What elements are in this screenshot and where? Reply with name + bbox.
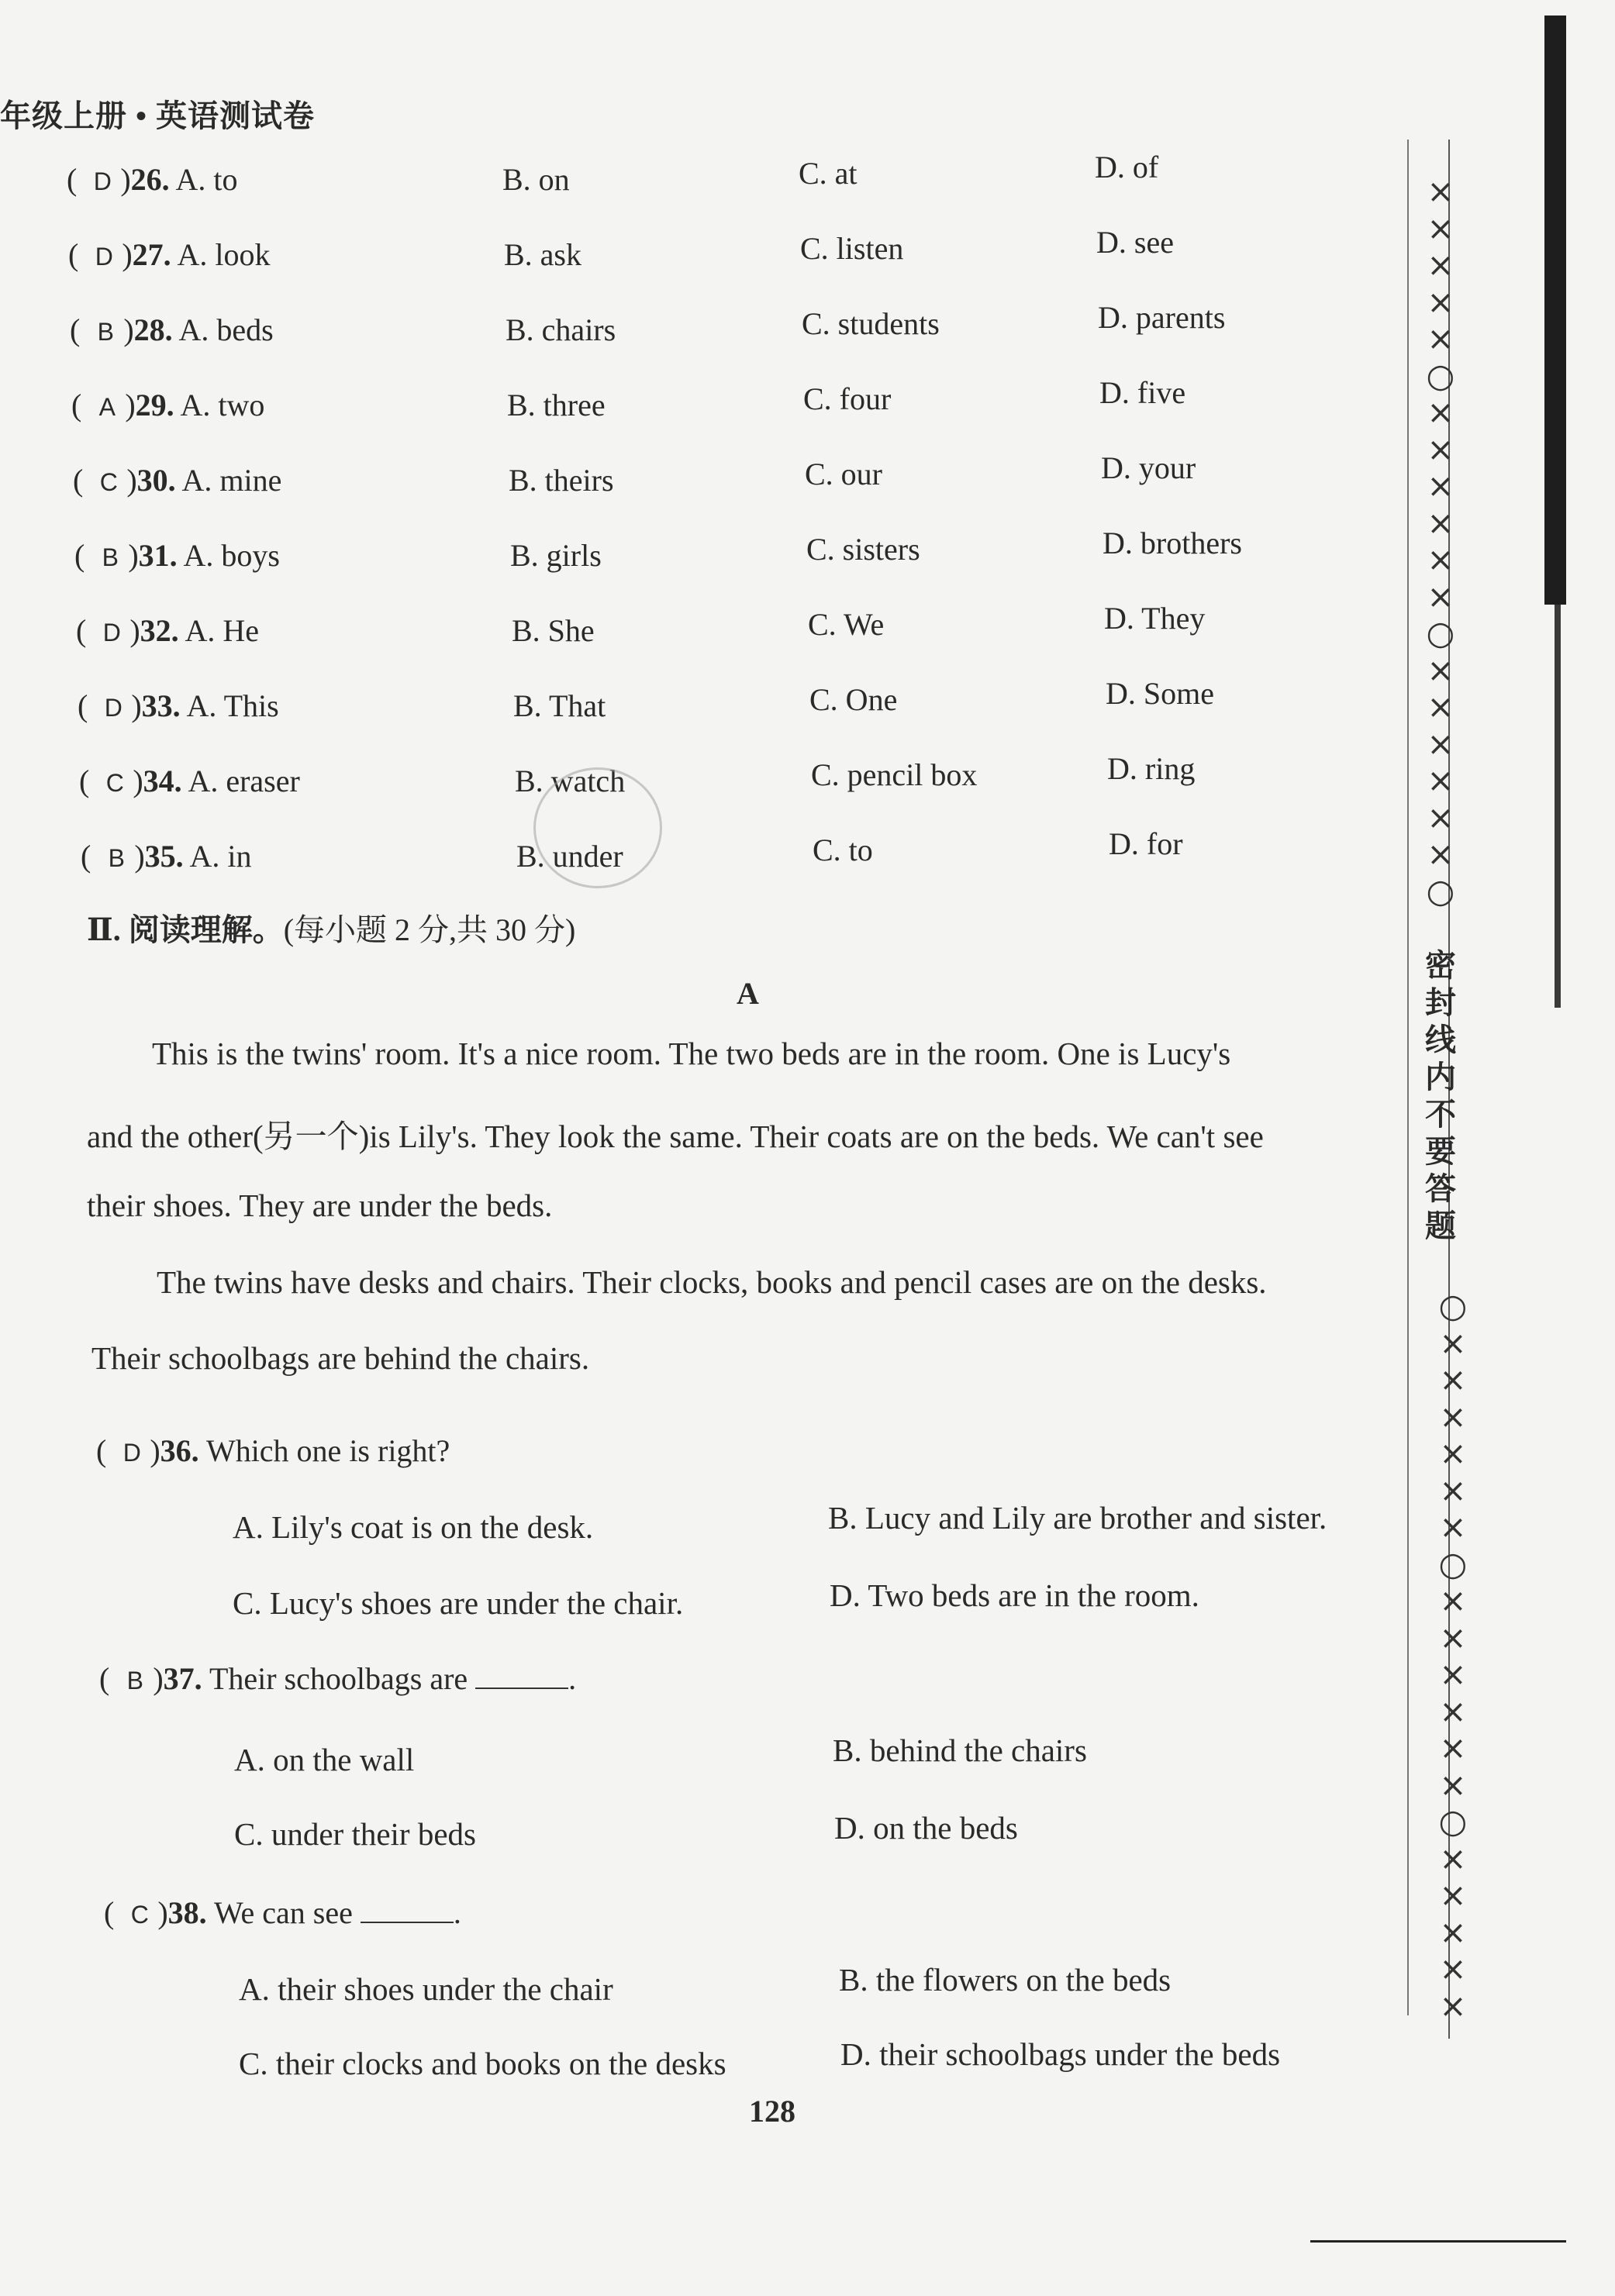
option-b: B. That bbox=[513, 688, 606, 723]
option-d: D. They bbox=[1104, 601, 1206, 636]
question-number: 26. bbox=[130, 162, 170, 197]
option-c: C. listen bbox=[800, 231, 904, 266]
option-c: C. One bbox=[809, 682, 898, 717]
option-d: D. Two beds are in the room. bbox=[830, 1577, 1199, 1613]
question-stem: Which one is right? bbox=[205, 1433, 450, 1468]
answer-key: ( D )32. A. He bbox=[76, 613, 259, 648]
option-d: D. Some bbox=[1106, 676, 1214, 711]
option-b: B. under bbox=[516, 839, 623, 874]
circle-mark: ○ bbox=[1426, 356, 1455, 395]
page-header: 年级上册 • 英语测试卷 bbox=[0, 98, 316, 133]
question-number: 27. bbox=[132, 237, 171, 272]
cross-mark: × bbox=[1439, 1581, 1467, 1619]
answer-key: ( C )34. A. eraser bbox=[79, 764, 300, 798]
option-b: B. She bbox=[512, 613, 595, 648]
question-number: 38. bbox=[167, 1895, 207, 1930]
option-b: B. ask bbox=[504, 237, 581, 272]
question-number: 36. bbox=[160, 1433, 199, 1468]
option-d: D. parents bbox=[1098, 300, 1226, 335]
cross-mark: × bbox=[1439, 1508, 1467, 1546]
option-b: B. watch bbox=[515, 764, 626, 798]
seal-notice: 密封线内不要答题 bbox=[1425, 948, 1456, 1243]
cross-mark: × bbox=[1439, 1950, 1467, 1987]
option-d: D. five bbox=[1099, 375, 1186, 410]
cross-mark: × bbox=[1427, 761, 1455, 799]
cross-mark: × bbox=[1427, 835, 1455, 873]
question-number: 32. bbox=[140, 613, 179, 648]
cross-mark: × bbox=[1439, 1655, 1467, 1693]
cross-mark: × bbox=[1439, 1397, 1467, 1436]
option-d: D. their schoolbags under the beds bbox=[840, 2036, 1281, 2072]
answer-letter: B bbox=[97, 318, 114, 346]
passage-line: The twins have desks and chairs. Their clocks, books and pencil cases are on the desks. bbox=[157, 1264, 1267, 1300]
answer-letter: C bbox=[105, 769, 124, 797]
option-b: B. behind the chairs bbox=[833, 1732, 1087, 1768]
question-number: 30. bbox=[136, 463, 176, 498]
cross-mark: × bbox=[1427, 282, 1455, 321]
cross-mark: × bbox=[1427, 503, 1455, 542]
option-c: C. at bbox=[799, 156, 858, 191]
passage-line: This is the twins' room. It's a nice room. The two beds are in the room. One is Lucy's bbox=[152, 1036, 1231, 1071]
answer-blank bbox=[475, 1664, 568, 1689]
cross-mark: × bbox=[1439, 1323, 1467, 1362]
option-b: B. chairs bbox=[506, 312, 616, 347]
cross-mark: × bbox=[1427, 393, 1455, 431]
binding-edge-lower bbox=[1555, 605, 1561, 1008]
answer-key: ( D )26. A. to bbox=[67, 162, 238, 197]
option-d: D. your bbox=[1101, 450, 1196, 485]
cloze-row bbox=[0, 225, 1396, 283]
question-number: 33. bbox=[141, 688, 181, 723]
answer-key: ( D )33. A. This bbox=[78, 688, 279, 723]
option-d: D. brothers bbox=[1103, 526, 1242, 560]
passage-label: A bbox=[737, 976, 759, 1011]
cross-mark: × bbox=[1427, 429, 1455, 468]
option-a: A. Lily's coat is on the desk. bbox=[233, 1509, 594, 1545]
option-c: C. four bbox=[803, 381, 892, 416]
option-a: A. to bbox=[175, 162, 238, 197]
cloze-row bbox=[0, 150, 1396, 208]
answer-letter: A bbox=[98, 393, 116, 421]
answer-key: ( A )29. A. two bbox=[71, 388, 265, 422]
answer-key: ( B )35. A. in bbox=[81, 839, 252, 874]
option-a: A. look bbox=[177, 237, 271, 272]
question-36: ( D )36. Which one is right? bbox=[96, 1433, 450, 1468]
section-points: (每小题 2 分,共 30 分) bbox=[283, 912, 576, 947]
circle-mark: ○ bbox=[1438, 1802, 1468, 1840]
answer-letter: C bbox=[130, 1901, 149, 1929]
cloze-row bbox=[0, 300, 1396, 358]
circle-mark: ○ bbox=[1426, 871, 1455, 910]
passage-line: their shoes. They are under the beds. bbox=[87, 1188, 553, 1223]
cross-mark: × bbox=[1439, 1729, 1467, 1767]
cross-mark: × bbox=[1427, 650, 1455, 689]
seal-line-left bbox=[1407, 140, 1409, 2015]
option-a: A. two bbox=[180, 388, 265, 422]
option-a: A. eraser bbox=[188, 764, 300, 798]
cloze-row bbox=[0, 375, 1396, 433]
bottom-rule bbox=[1310, 2240, 1566, 2243]
cross-mark: × bbox=[1427, 172, 1455, 210]
answer-letter: D bbox=[95, 243, 113, 271]
section-heading: Ⅱ. 阅读理解。 bbox=[87, 912, 284, 947]
answer-letter: D bbox=[123, 1439, 141, 1467]
option-a: A. in bbox=[189, 839, 252, 874]
answer-letter: C bbox=[99, 468, 118, 496]
option-c: C. Lucy's shoes are under the chair. bbox=[233, 1585, 684, 1621]
answer-letter: D bbox=[104, 694, 123, 722]
cloze-row bbox=[0, 751, 1396, 809]
question-38: ( C )38. We can see . bbox=[104, 1895, 461, 1930]
answer-blank bbox=[361, 1898, 454, 1923]
cross-mark: × bbox=[1439, 1618, 1467, 1656]
question-stem: We can see bbox=[213, 1895, 353, 1930]
option-c: C. students bbox=[802, 306, 940, 341]
option-a: A. This bbox=[186, 688, 279, 723]
option-c: C. pencil box bbox=[811, 757, 978, 792]
option-c: C. to bbox=[813, 833, 873, 867]
passage-paragraph-2 bbox=[91, 1263, 1425, 1415]
option-a: A. mine bbox=[181, 463, 282, 498]
option-d: D. on the beds bbox=[834, 1810, 1018, 1846]
cross-mark: × bbox=[1439, 1434, 1467, 1472]
option-c: C. under their beds bbox=[234, 1816, 476, 1852]
cross-mark: × bbox=[1439, 1360, 1467, 1398]
cross-mark: × bbox=[1427, 246, 1455, 284]
option-b: B. three bbox=[507, 388, 606, 422]
option-a: A. on the wall bbox=[234, 1742, 415, 1777]
option-b: B. Lucy and Lily are brother and sister. bbox=[828, 1500, 1327, 1536]
cross-mark: × bbox=[1439, 1691, 1467, 1730]
circle-mark: ○ bbox=[1426, 614, 1455, 652]
answer-letter: D bbox=[93, 167, 112, 195]
question-number: 34. bbox=[143, 764, 182, 798]
cross-mark: × bbox=[1439, 1765, 1467, 1804]
option-a: A. beds bbox=[178, 312, 274, 347]
option-d: D. of bbox=[1095, 150, 1159, 184]
question-stem: Their schoolbags are bbox=[209, 1661, 468, 1696]
cross-mark: × bbox=[1427, 209, 1455, 247]
cross-mark: × bbox=[1427, 319, 1455, 357]
answer-key: ( B )31. A. boys bbox=[74, 538, 280, 573]
cloze-row bbox=[0, 676, 1396, 734]
cross-mark: × bbox=[1427, 577, 1455, 615]
cloze-row bbox=[0, 601, 1396, 659]
binding-edge bbox=[1544, 16, 1566, 605]
question-number: 29. bbox=[135, 388, 174, 422]
answer-letter: B bbox=[126, 1667, 143, 1694]
option-a: A. boys bbox=[183, 538, 280, 573]
cross-mark: × bbox=[1427, 798, 1455, 836]
cross-mark: × bbox=[1427, 467, 1455, 505]
option-b: B. on bbox=[502, 162, 570, 197]
cross-mark: × bbox=[1427, 724, 1455, 763]
option-d: D. see bbox=[1096, 225, 1174, 260]
option-d: D. for bbox=[1109, 826, 1183, 861]
option-b: B. the flowers on the beds bbox=[839, 1962, 1172, 1998]
cloze-row bbox=[0, 826, 1396, 884]
answer-letter: D bbox=[102, 619, 121, 646]
option-b: B. girls bbox=[510, 538, 602, 573]
option-d: D. ring bbox=[1107, 751, 1196, 786]
question-number: 31. bbox=[138, 538, 178, 573]
option-c: C. their clocks and books on the desks bbox=[239, 2046, 726, 2081]
section-title bbox=[87, 905, 575, 950]
cloze-row bbox=[0, 526, 1396, 584]
cross-mark: × bbox=[1439, 1986, 1467, 2025]
passage-line: Their schoolbags are behind the chairs. bbox=[91, 1340, 590, 1376]
page-number: 128 bbox=[749, 2094, 795, 2129]
option-b: B. theirs bbox=[509, 463, 614, 498]
option-c: C. our bbox=[805, 457, 882, 491]
option-c: C. sisters bbox=[806, 532, 920, 567]
option-a: A. He bbox=[185, 613, 259, 648]
answer-key: ( D )27. A. look bbox=[68, 237, 271, 272]
cross-mark: × bbox=[1439, 1839, 1467, 1877]
option-a: A. their shoes under the chair bbox=[239, 1971, 613, 2007]
question-number: 37. bbox=[163, 1661, 202, 1696]
question-number: 35. bbox=[144, 839, 184, 874]
question-number: 28. bbox=[133, 312, 173, 347]
cloze-row bbox=[0, 450, 1396, 508]
watermark-stamp bbox=[533, 767, 662, 888]
answer-letter: B bbox=[108, 844, 125, 872]
cross-mark: × bbox=[1439, 1876, 1467, 1914]
cross-mark: × bbox=[1427, 540, 1455, 578]
circle-mark: ○ bbox=[1438, 1287, 1468, 1325]
cross-mark: × bbox=[1427, 688, 1455, 726]
answer-letter: B bbox=[102, 543, 119, 571]
cross-mark: × bbox=[1439, 1912, 1467, 1951]
option-c: C. We bbox=[808, 607, 885, 642]
passage-paragraph-1 bbox=[87, 1035, 1420, 1263]
question-37: ( B )37. Their schoolbags are . bbox=[99, 1661, 577, 1696]
passage-line: and the other(另一个)is Lily's. They look the same. Their coats are on the beds. We can't see bbox=[87, 1119, 1264, 1154]
circle-mark: ○ bbox=[1438, 1544, 1468, 1583]
cross-mark: × bbox=[1439, 1470, 1467, 1509]
answer-key: ( B )28. A. beds bbox=[70, 312, 274, 347]
answer-key: ( C )30. A. mine bbox=[73, 463, 282, 498]
